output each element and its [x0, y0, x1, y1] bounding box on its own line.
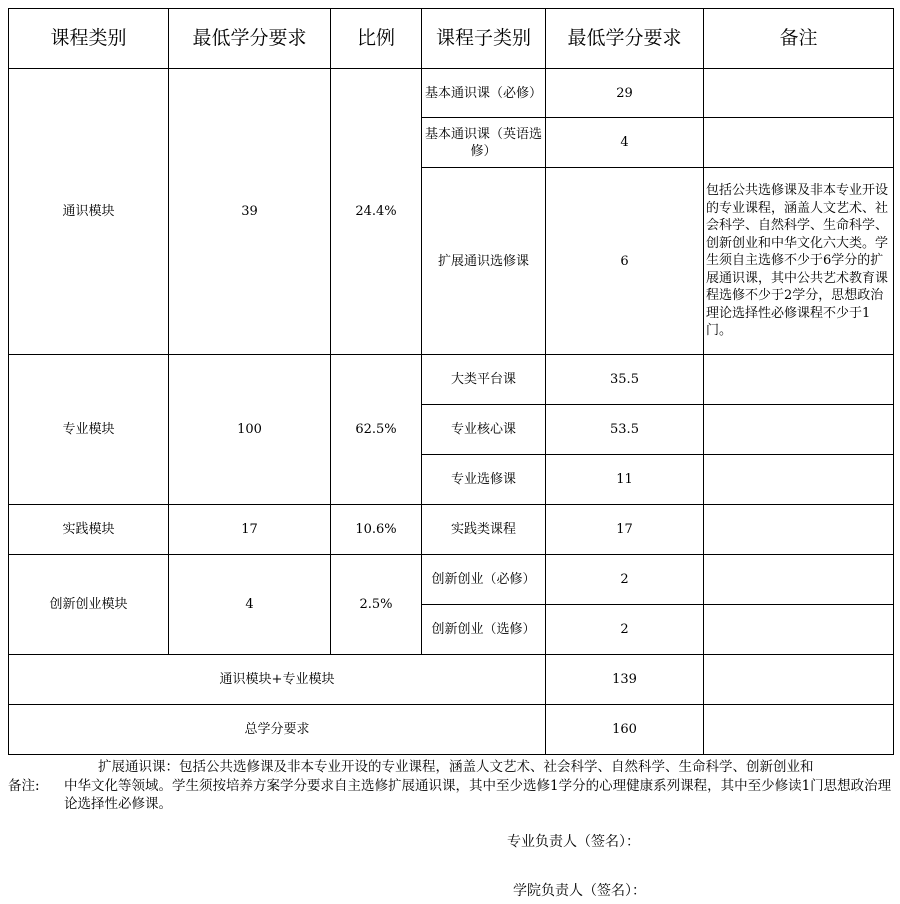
subcategory-name: 扩展通识选修课	[422, 168, 546, 355]
category-innovation: 创新创业模块	[9, 555, 169, 655]
subcategory-credits: 11	[546, 455, 704, 505]
total-note	[704, 705, 894, 755]
credit-requirements-table	[8, 8, 894, 755]
header-notes: 备注	[704, 9, 894, 69]
credits-major: 100	[169, 355, 331, 505]
subcategory-credits: 29	[546, 69, 704, 118]
header-course-category: 课程类别	[9, 9, 169, 69]
total-label: 总学分要求	[9, 705, 546, 755]
subcategory-note	[704, 405, 894, 455]
category-major: 专业模块	[9, 355, 169, 505]
ratio-general: 24.4%	[331, 69, 422, 355]
table-row	[9, 69, 894, 118]
subcategory-note	[704, 505, 894, 555]
subcategory-name: 基本通识课（英语选修）	[422, 118, 546, 168]
total-credits: 160	[546, 705, 704, 755]
subcategory-credits: 2	[546, 605, 704, 655]
category-practice: 实践模块	[9, 505, 169, 555]
subtotal-credits: 139	[546, 655, 704, 705]
header-subcategory: 课程子类别	[422, 9, 546, 69]
subcategory-credits: 53.5	[546, 405, 704, 455]
major-head-signature: 专业负责人（签名）：	[507, 834, 640, 850]
subcategory-name: 专业选修课	[422, 455, 546, 505]
subtotal-label: 通识模块+专业模块	[9, 655, 546, 705]
total-row	[9, 705, 894, 755]
header-min-credits: 最低学分要求	[169, 9, 331, 69]
subcategory-note	[704, 605, 894, 655]
subcategory-name: 创新创业（必修）	[422, 555, 546, 605]
table-header-row	[9, 9, 894, 69]
table-row	[9, 555, 894, 605]
subcategory-credits: 17	[546, 505, 704, 555]
subcategory-credits: 35.5	[546, 355, 704, 405]
credits-general: 39	[169, 69, 331, 355]
subtotal-note	[704, 655, 894, 705]
table-row	[9, 505, 894, 555]
remarks-line-2: 中华文化等领域。学生须按培养方案学分要求自主选修扩展通识课，其中至少选修1学分的心理健康系列课程，其中至少修读1门思想政治理论选择性必修课。	[64, 777, 892, 812]
subcategory-note	[704, 555, 894, 605]
ratio-innovation: 2.5%	[331, 555, 422, 655]
remarks-line-1: 扩展通识课：包括公共选修课及非本专业开设的专业课程，涵盖人文艺术、社会科学、自然科学、生命科学、创新创业和	[98, 759, 814, 775]
college-head-signature: 学院负责人（签名）：	[513, 883, 646, 899]
credits-practice: 17	[169, 505, 331, 555]
subcategory-note-extended: 包括公共选修课及非本专业开设的专业课程，涵盖人文艺术、社会科学、自然科学、生命科学、创新创业和中华文化六大类。学生须自主选修不少于6学分的扩展通识课，其中公共艺术教育课程选修不少于2学分，思想政治理论选择性必修课程不少于1门。	[704, 168, 894, 355]
subcategory-name: 专业核心课	[422, 405, 546, 455]
subcategory-note	[704, 355, 894, 405]
header-ratio: 比例	[331, 9, 422, 69]
subcategory-credits: 6	[546, 168, 704, 355]
ratio-major: 62.5%	[331, 355, 422, 505]
remarks-label: 备注:	[8, 778, 40, 794]
subcategory-name: 创新创业（选修）	[422, 605, 546, 655]
subcategory-credits: 2	[546, 555, 704, 605]
subcategory-note	[704, 118, 894, 168]
category-general: 通识模块	[9, 69, 169, 355]
subcategory-credits: 4	[546, 118, 704, 168]
ratio-practice: 10.6%	[331, 505, 422, 555]
table-row	[9, 355, 894, 405]
subtotal-row	[9, 655, 894, 705]
subcategory-note	[704, 69, 894, 118]
subcategory-name: 基本通识课（必修）	[422, 69, 546, 118]
subcategory-note	[704, 455, 894, 505]
subcategory-name: 大类平台课	[422, 355, 546, 405]
subcategory-name: 实践类课程	[422, 505, 546, 555]
credits-innovation: 4	[169, 555, 331, 655]
header-sub-min-credits: 最低学分要求	[546, 9, 704, 69]
